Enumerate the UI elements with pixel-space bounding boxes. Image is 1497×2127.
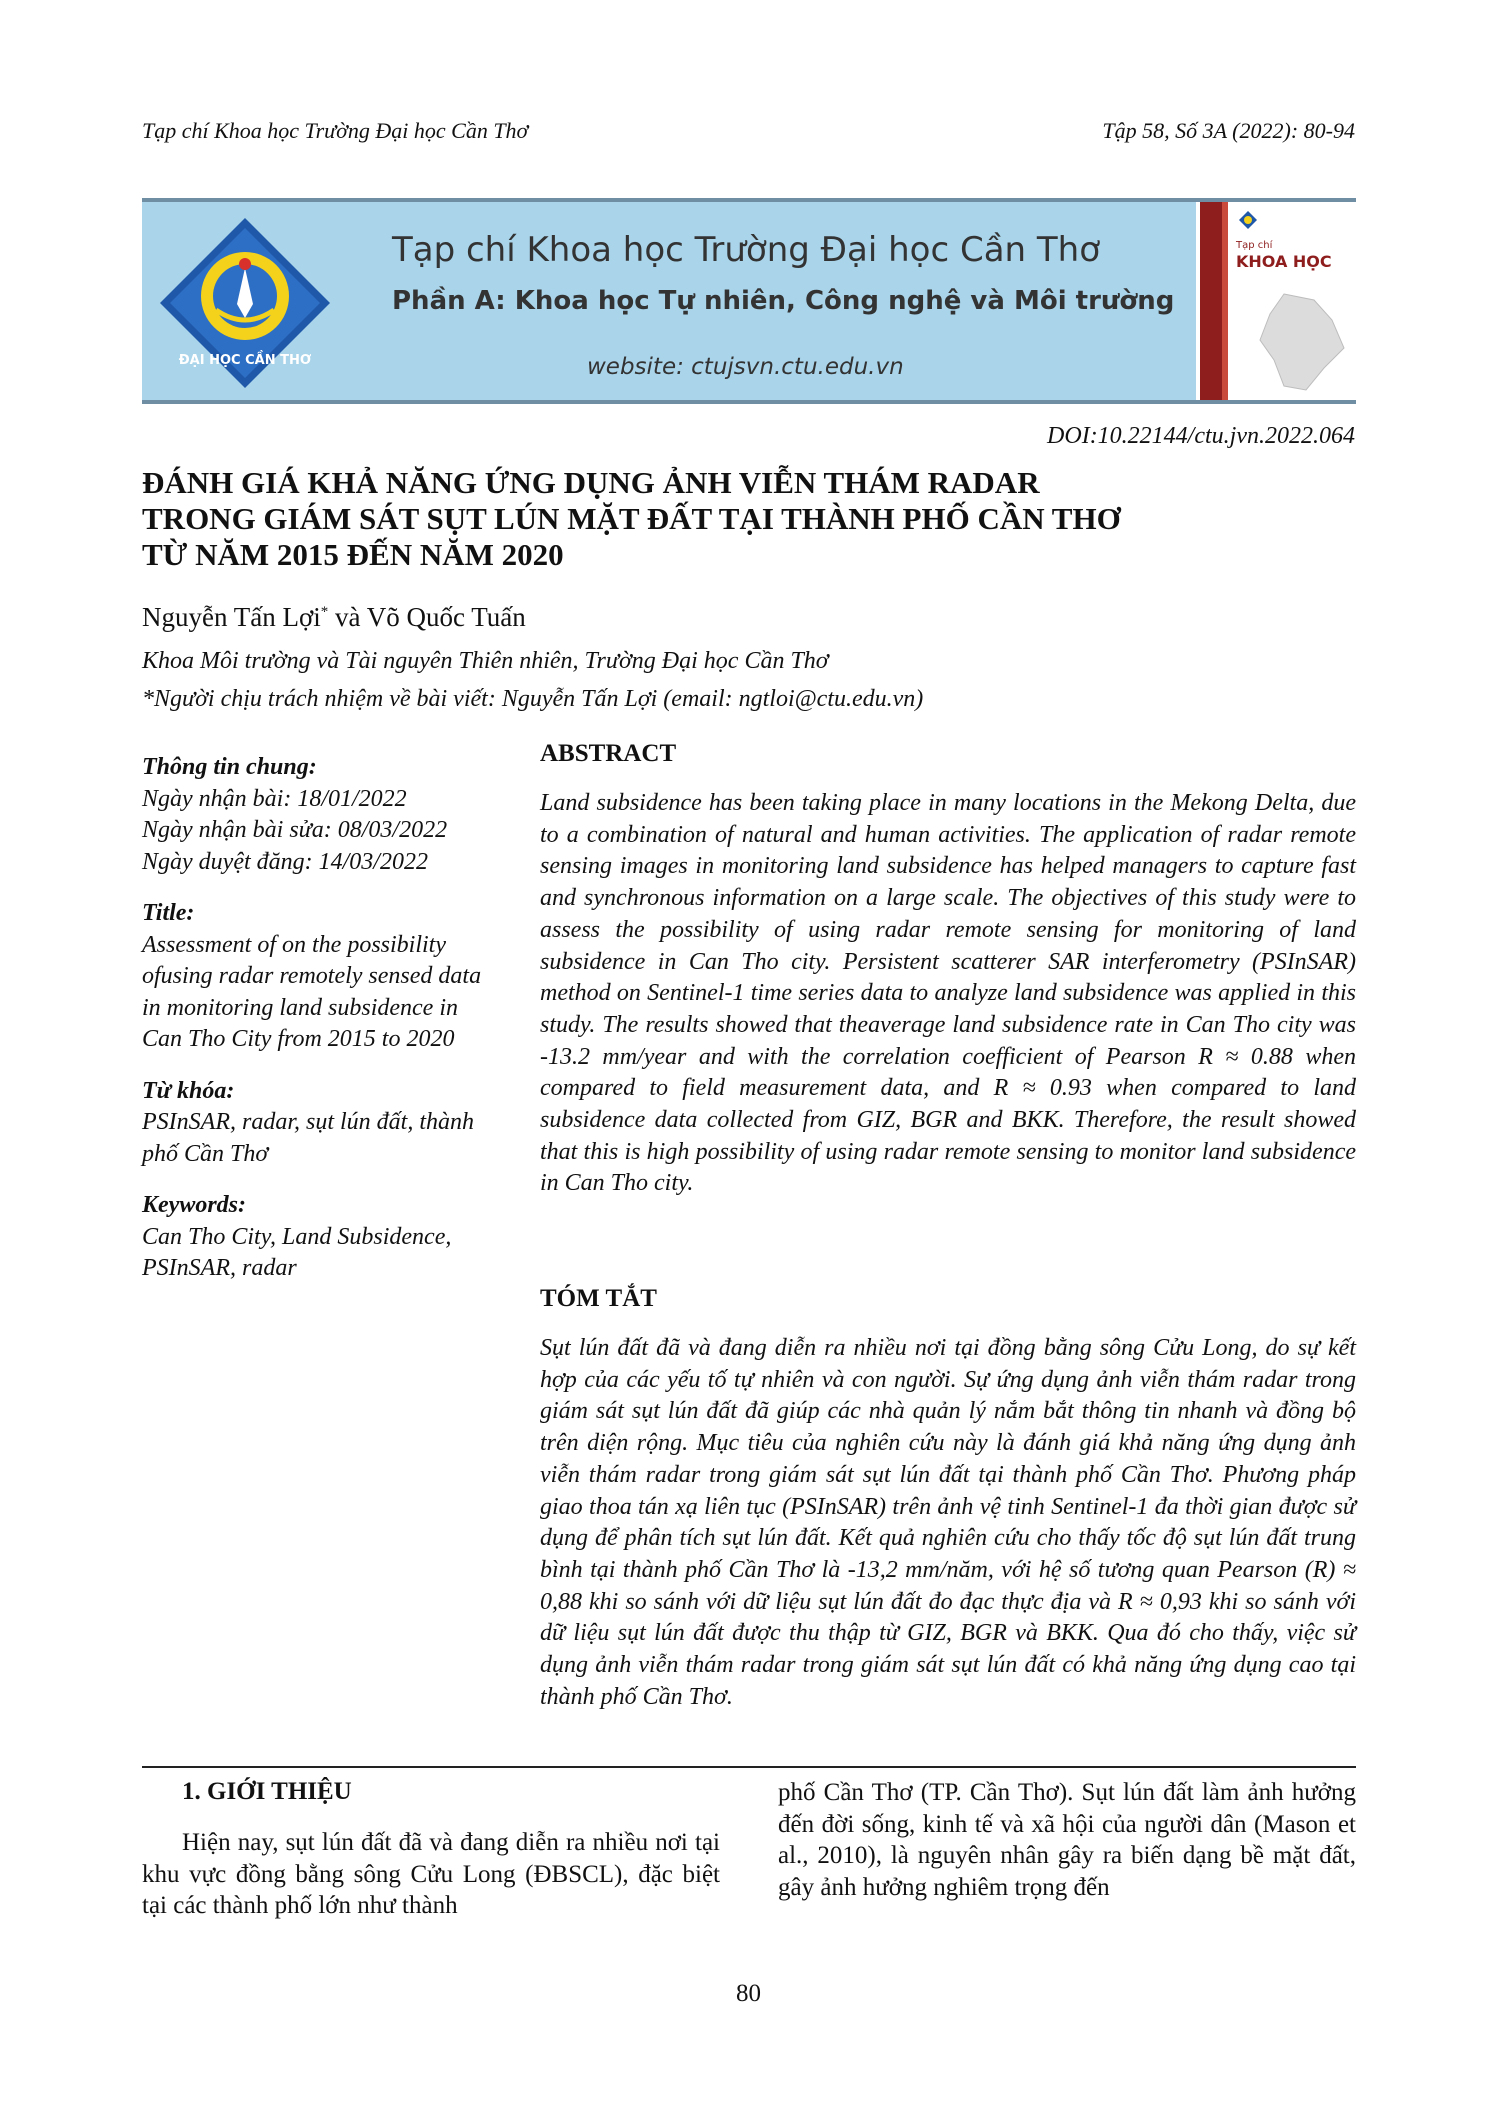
banner-website: website: ctujsvn.ctu.edu.vn [587, 354, 904, 380]
accepted-date: Ngày duyệt đăng: 14/03/2022 [142, 848, 428, 875]
abstract-heading: ABSTRACT [540, 740, 677, 767]
introduction-heading: 1. GIỚI THIỆU [182, 1778, 352, 1805]
title-line: TỪ NĂM 2015 ĐẾN NĂM 2020 [142, 537, 564, 572]
cover-title: KHOA HỌC [1236, 252, 1332, 271]
running-header-volume: Tập 58, Số 3A (2022): 80-94 [1102, 118, 1355, 143]
cover-small-label: Tạp chí [1236, 240, 1273, 251]
english-title-block [142, 898, 487, 1056]
journal-cover-thumbnail [1196, 202, 1356, 400]
cover-stripe [1222, 202, 1228, 400]
keywords-heading: Keywords: [142, 1192, 246, 1218]
introduction-right-column: phố Cần Thơ (TP. Cần Thơ). Sụt lún đất làm ảnh hưởng đến đời sống, kinh tế và xã hội của người dân (Mason et al., 2010), là nguyên nhân gây ra biến dạng bề mặt đất, gây ảnh hưởng nghiêm trọng đến [778, 1779, 1356, 1901]
title-line: TRONG GIÁM SÁT SỤT LÚN MẶT ĐẤT TẠI THÀNH PHỐ CẦN THƠ [142, 501, 1121, 536]
article-title [142, 465, 1292, 573]
cover-logo-icon [1238, 210, 1258, 230]
affiliation: Khoa Môi trường và Tài nguyên Thiên nhiên, Trường Đại học Cần Thơ [142, 648, 829, 674]
cover-spine [1200, 202, 1222, 400]
section-divider [142, 1766, 1356, 1768]
svg-text:ĐẠI HỌC CẦN THƠ: ĐẠI HỌC CẦN THƠ [178, 353, 312, 368]
general-info-heading: Thông tin chung: [142, 754, 317, 780]
corresponding-mark: * [320, 604, 329, 620]
article-info-sidebar [142, 752, 487, 1305]
tomtat-heading: TÓM TẮT [540, 1285, 657, 1312]
keywords-block [142, 1190, 487, 1285]
page-number: 80 [736, 1980, 761, 2007]
banner-subtitle: Phần A: Khoa học Tự nhiên, Công nghệ và Môi trường [392, 286, 1175, 316]
vietnamese-keywords-heading: Từ khóa: [142, 1077, 235, 1104]
abstract-text: Land subsidence has been taking place in many locations in the Mekong Delta, due to a combination of natural and human activities. The application of radar remote sensing images in monitoring land subsidence has helped managers to capture fast and synchronous information on a large scale. The objectives of this study were to assess the possibility of using radar remote sensing for monitoring of land subsidence in Can Tho city. Persistent scatterer SAR interferometry (PSInSAR) method on Sentinel-1 time series data to analyze land subsidence was applied in this study. The results showed that theaverage land subsidence rate in Can Tho city was -13.2 mm/year and with the correlation coefficient of Pearson R ≈ 0.88 when compared to field measurement data, and R ≈ 0.93 when compared to land subsidence data collected from GIZ, BGR and BKK. Therefore, the result showed that this is high possibility of using radar remote sensing to monitor land subsidence in Can Tho city. [540, 790, 1356, 1197]
doi: DOI:10.22144/ctu.jvn.2022.064 [1047, 423, 1355, 449]
revised-date: Ngày nhận bài sửa: 08/03/2022 [142, 817, 448, 843]
author-name: Nguyễn Tấn Lợi [142, 602, 321, 632]
university-logo [156, 214, 334, 392]
logo-lettering [179, 350, 312, 368]
running-header-journal: Tạp chí Khoa học Trường Đại học Cần Thơ [142, 118, 529, 143]
corresponding-author: *Người chịu trách nhiệm về bài viết: Nguyễn Tấn Lợi (email: ngtloi@ctu.edu.vn) [142, 686, 924, 712]
introduction-left-column: Hiện nay, sụt lún đất đã và đang diễn ra nhiều nơi tại khu vực đồng bằng sông Cửu Long (ĐBSCL), đặc biệt tại các thành phố lớn như thành [142, 1829, 720, 1919]
title-line: ĐÁNH GIÁ KHẢ NĂNG ỨNG DỤNG ẢNH VIỄN THÁM RADAR [142, 465, 1040, 500]
tomtat-text: Sụt lún đất đã và đang diễn ra nhiều nơi tại đồng bằng sông Cửu Long, do sự kết hợp của các yếu tố tự nhiên và con người. Sự ứng dụng ảnh viễn thám radar trong giám sát sụt lún đất đã giúp các nhà quản lý nắm bắt thông tin nhanh và đồng bộ trên diện rộng. Mục tiêu của nghiên cứu này là đánh giá khả năng ứng dụng ảnh viễn thám radar trong giám sát sụt lún đất tại thành phố Cần Thơ. Phương pháp giao thoa tán xạ liên tục (PSInSAR) trên ảnh vệ tinh Sentinel-1 đa thời gian được sử dụng để phân tích sụt lún đất. Kết quả nghiên cứu cho thấy tốc độ sụt lún đất trung bình tại thành phố Cần Thơ là -13,2 mm/năm, với hệ số tương quan Pearson (R) ≈ 0,88 khi so sánh với dữ liệu sụt lún đất đo đạc thực địa và R ≈ 0,93 khi so sánh với dữ liệu sụt lún đất được thu thập từ GIZ, BGR và BKK. Qua đó cho thấy, việc sử dụng ảnh viễn thám radar trong giám sát sụt lún đất có khả năng ứng dụng cao tại thành phố Cần Thơ. [540, 1335, 1356, 1710]
journal-banner [142, 198, 1356, 404]
general-info-block [142, 752, 487, 878]
authors [142, 602, 526, 633]
banner-title: Tạp chí Khoa học Trường Đại học Cần Thơ [392, 230, 1101, 270]
english-title-heading: Title: [142, 900, 195, 926]
received-date: Ngày nhận bài: 18/01/2022 [142, 785, 407, 812]
vietnamese-keywords: PSInSAR, radar, sụt lún đất, thành phố Cần Thơ [142, 1109, 475, 1167]
vietnamese-keywords-block [142, 1076, 487, 1171]
english-title: Assessment of on the possibility ofusing radar remotely sensed data in monitoring land subsidence in Can Tho City from 2015 to 2020 [142, 931, 482, 1052]
author-name: và Võ Quốc Tuấn [328, 602, 526, 632]
map-icon [1254, 290, 1350, 394]
keywords: Can Tho City, Land Subsidence, PSInSAR, radar [142, 1223, 452, 1281]
